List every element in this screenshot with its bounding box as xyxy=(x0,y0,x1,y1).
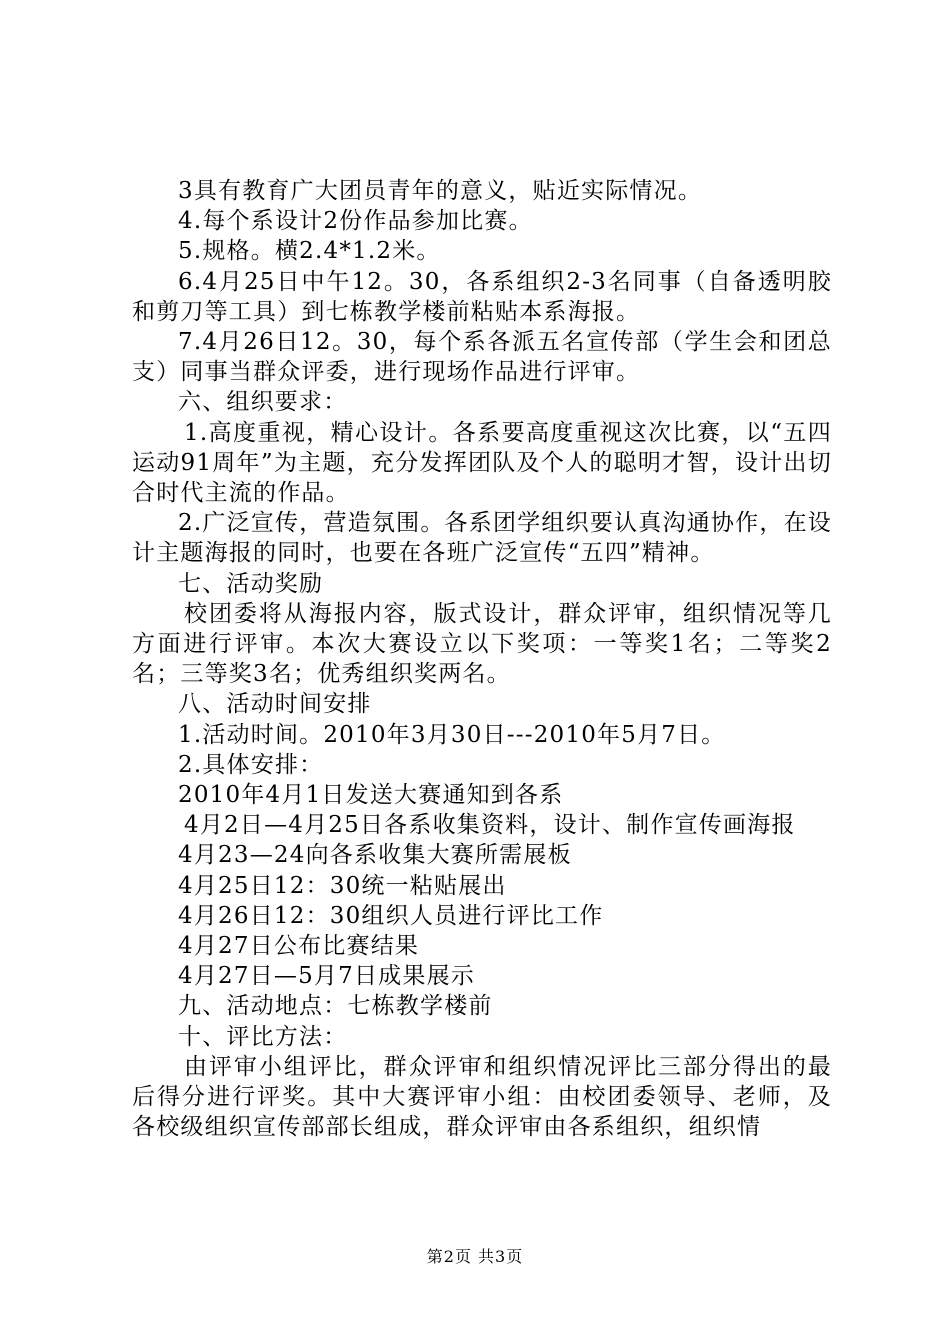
paragraph-criteria-6: 6.4月25日中午12。30，各系组织2-3名同事（自备透明胶和剪刀等工具）到七栋教学楼前粘贴本系海报。 xyxy=(132,268,832,325)
paragraph-schedule-1: 1.活动时间。2010年3月30日---2010年5月7日。 xyxy=(178,721,726,748)
section-heading-8: 八、活动时间安排 xyxy=(178,691,372,718)
section-heading-10: 十、评比方法： xyxy=(178,1023,348,1050)
schedule-item: 4月27日公布比赛结果 xyxy=(178,933,420,960)
section-heading-6: 六、组织要求： xyxy=(178,389,348,416)
schedule-item: 4月26日12：30组织人员进行评比工作 xyxy=(178,902,604,929)
document-body xyxy=(132,176,832,1143)
paragraph-criteria-5: 5.规格。横2.4*1.2米。 xyxy=(178,238,441,265)
schedule-item: 4月25日12：30统一粘贴展出 xyxy=(178,872,507,899)
paragraph-criteria-3: 3具有教育广大团员青年的意义，贴近实际情况。 xyxy=(178,178,703,204)
paragraph-evaluation: 由评审小组评比，群众评审和组织情况评比三部分得出的最后得分进行评奖。其中大赛评审小组：由校团委领导、老师，及各校级组织宣传部部长组成，群众评审由各系组织，组织情 xyxy=(132,1053,832,1141)
section-heading-7: 七、活动奖励 xyxy=(178,570,324,597)
schedule-item: 4月23—24向各系收集大赛所需展板 xyxy=(178,842,572,869)
schedule-item: 4月2日—4月25日各系收集资料，设计、制作宣传画海报 xyxy=(184,812,796,839)
paragraph-criteria-7: 7.4月26日12。30，每个系各派五名宣传部（学生会和团总支）同事当群众评委，进行现场作品进行评审。 xyxy=(132,329,832,386)
paragraph-requirement-2: 2.广泛宣传，营造氛围。各系团学组织要认真沟通协作，在设计主题海报的同时，也要在各班广泛宣传“五四”精神。 xyxy=(132,510,832,567)
paragraph-schedule-2: 2.具体安排： xyxy=(178,751,324,778)
schedule-item: 2010年4月1日发送大赛通知到各系 xyxy=(178,782,564,809)
paragraph-awards: 校团委将从海报内容，版式设计，群众评审，组织情况等几方面进行评审。本次大赛设立以下奖项：一等奖1名；二等奖2名；三等奖3名；优秀组织奖两名。 xyxy=(132,600,832,688)
section-heading-9: 九、活动地点：七栋教学楼前 xyxy=(178,993,493,1020)
paragraph-criteria-4: 4.每个系设计2份作品参加比赛。 xyxy=(178,208,533,235)
page-number-footer: 第2页 共3页 xyxy=(426,1247,524,1266)
paragraph-requirement-1: 1.高度重视，精心设计。各系要高度重视这次比赛，以“五四运动91周年”为主题，充分发挥团队及个人的聪明才智，设计出切合时代主流的作品。 xyxy=(132,419,832,507)
schedule-item: 4月27日—5月7日成果展示 xyxy=(178,963,475,990)
